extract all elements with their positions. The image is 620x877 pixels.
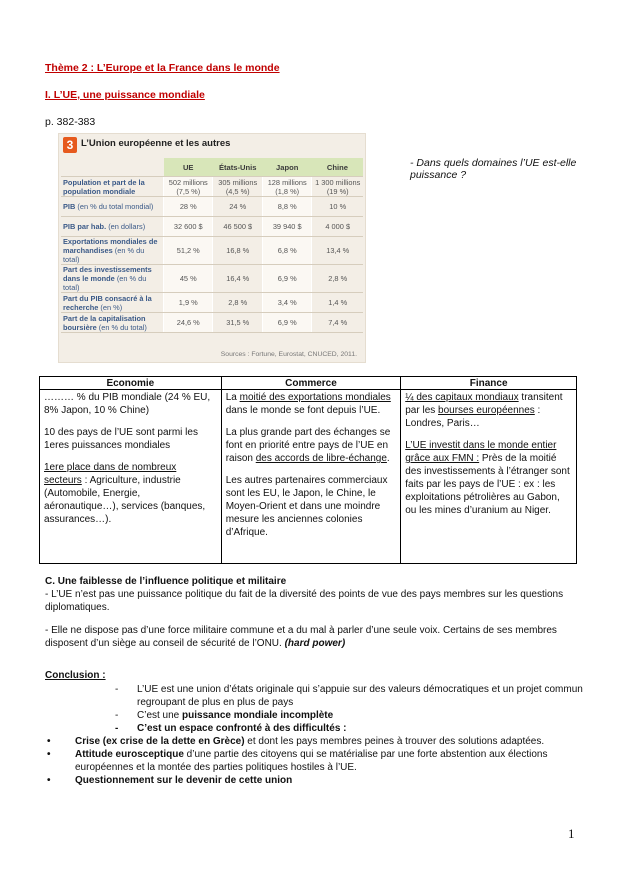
row-unit: (en % du total) xyxy=(63,274,147,292)
question-text: - Dans quels domaines l’UE est-elle puissance ? xyxy=(410,157,577,181)
dash-marker: - xyxy=(115,723,119,734)
section-title: I. L’UE, une puissance mondiale xyxy=(45,89,205,101)
value-cell: 31,5 % xyxy=(213,313,262,333)
conclusion-bullet-list xyxy=(47,735,585,787)
text-span: C’est une xyxy=(137,710,183,721)
value-cell: 16,8 % xyxy=(213,237,262,265)
figure-source: Sources : Fortune, Eurostat, CNUCED, 2011. xyxy=(220,351,357,358)
value-cell: 6,8 % xyxy=(262,237,311,265)
cell-commerce xyxy=(221,390,401,564)
value-cell: 45 % xyxy=(164,265,213,293)
summary-table xyxy=(39,376,577,564)
text-span: Attitude eurosceptique xyxy=(75,749,184,760)
finance-capital-underlined: ¼ des capitaux mondiaux xyxy=(405,392,519,403)
bullet-marker: • xyxy=(47,736,51,747)
commerce-agreements-underlined: des accords de libre-échange xyxy=(255,453,387,464)
text-span: Près de la moitié des investissements à l’étranger sont faits par les pays de l’UE : ex : les exploitations pétrolières au Gabon, ou les mines d’uranium au Niger. xyxy=(405,453,570,516)
cell-economie xyxy=(40,390,222,564)
value-cell: 1 300 millions (19 %) xyxy=(312,177,363,197)
col-header: UE xyxy=(164,158,213,177)
value-cell: 8,8 % xyxy=(262,197,311,217)
value-cell: 2,8 % xyxy=(213,293,262,313)
row-unit: (en % du total) xyxy=(63,246,145,264)
row-label-text: Part du PIB consacré à la recherche xyxy=(63,293,152,312)
value-cell: 51,2 % xyxy=(164,237,213,265)
value-cell: 128 millions (1,8 %) xyxy=(262,177,311,197)
figure-number-badge: 3 xyxy=(63,137,77,153)
list-item xyxy=(115,709,585,722)
value-cell: 1,9 % xyxy=(164,293,213,313)
list-item xyxy=(47,774,585,787)
commerce-exports-text xyxy=(226,391,397,417)
row-unit: (en dollars) xyxy=(108,222,146,231)
table-row xyxy=(61,265,363,293)
row-label xyxy=(61,237,164,265)
list-item xyxy=(47,735,585,748)
list-item xyxy=(47,748,585,774)
text-span: dans le monde se font depuis l’UE. xyxy=(225,405,381,416)
row-unit: (en %) xyxy=(100,302,123,312)
value-cell: 24,6 % xyxy=(164,313,213,333)
value-cell: 3,4 % xyxy=(262,293,311,313)
value-cell: 24 % xyxy=(213,197,262,217)
text-span: La xyxy=(225,392,240,403)
text-span: : Londres, Paris… xyxy=(405,405,541,429)
value-cell: 10 % xyxy=(312,197,363,217)
row-label xyxy=(61,265,164,293)
text-span: Questionnement sur le devenir de cette union xyxy=(75,775,293,786)
table-row xyxy=(61,313,363,333)
col-header: Chine xyxy=(312,158,363,177)
text-span: . xyxy=(386,453,390,464)
row-unit: (en % du total mondial) xyxy=(77,202,154,211)
text-span: d’une partie des citoyens qui se matérialise par une forte abstention aux élections européennes et la montée des parties politiques hostiles à l’UE. xyxy=(75,749,548,773)
hard-power-note: (hard power) xyxy=(284,638,346,649)
commerce-exports-underlined: moitié des exportations mondiales xyxy=(239,392,391,403)
col-header: Japon xyxy=(262,158,311,177)
row-label-text: PIB par hab. xyxy=(63,222,107,231)
page-number: 1 xyxy=(568,826,575,841)
row-label-text: PIB xyxy=(63,202,76,211)
section-c-para2 xyxy=(45,624,585,650)
economie-powers-text: 10 des pays de l’UE sont parmi les 1eres puissances mondiales xyxy=(44,427,198,451)
value-cell: 7,4 % xyxy=(312,313,363,333)
table-row xyxy=(61,217,363,237)
text-span: transitent par les xyxy=(405,392,563,416)
row-unit: (en % du total) xyxy=(98,322,147,332)
economie-sectors-rest: : Agriculture, industrie (Automobile, Energie, aéronautique…), services (banques, assurances…). xyxy=(44,475,206,525)
table-row xyxy=(61,197,363,217)
value-cell: 32 600 $ xyxy=(164,217,213,237)
section-c-para1: - L’UE n’est pas une puissance politique du fait de la diversité des points de vue des pays membres sur les questions diplomatiques. xyxy=(45,589,564,613)
conclusion-title: Conclusion : xyxy=(45,670,106,681)
corner-cell xyxy=(61,158,164,177)
value-cell: 2,8 % xyxy=(312,265,363,293)
value-cell: 13,4 % xyxy=(312,237,363,265)
figure-title: L’Union européenne et les autres xyxy=(81,138,231,149)
finance-fmn-underlined: L’UE investit dans le monde entier grâce aux FMN : xyxy=(405,440,557,464)
value-cell: 46 500 $ xyxy=(213,217,262,237)
table-row xyxy=(61,177,363,197)
value-cell: 6,9 % xyxy=(262,265,311,293)
value-cell: 1,4 % xyxy=(312,293,363,313)
economie-sectors-underlined: 1ere place dans de nombreux secteurs xyxy=(44,462,177,486)
row-label-text: Population et part de la population mondiale xyxy=(63,177,145,196)
value-cell: 305 millions (4,5 %) xyxy=(213,177,262,197)
bullet-marker: • xyxy=(47,749,51,760)
value-cell: 6,9 % xyxy=(262,313,311,333)
commerce-exchanges-text xyxy=(226,426,397,465)
table-row xyxy=(61,293,363,313)
conclusion-dash-list xyxy=(115,683,585,735)
finance-bourses-underlined: bourses européennes xyxy=(438,405,535,416)
header-commerce: Commerce xyxy=(221,377,401,390)
value-cell: 28 % xyxy=(164,197,213,217)
theme-title: Thème 2 : L’Europe et la France dans le monde xyxy=(45,62,280,74)
row-label xyxy=(61,197,164,217)
text-span: - Elle ne dispose pas d’une force militaire commune et a du mal à parler d’une seule voix. Certains de ses membres disposent d’un siège au conseil de sécurité de l’ONU. xyxy=(45,625,557,649)
value-cell: 4 000 $ xyxy=(312,217,363,237)
value-cell: 39 940 $ xyxy=(262,217,311,237)
commerce-partners-text: Les autres partenaires commerciaux sont les EU, le Japon, le Chine, le Moyen-Orient et dans une moindre mesure les anciennes colonies d’Afrique. xyxy=(225,475,388,538)
list-item xyxy=(115,722,585,735)
section-c xyxy=(45,575,585,650)
section-c-title: C. Une faiblesse de l’influence politique et militaire xyxy=(45,576,287,587)
text-span: La plus grande part des échanges se font en priorité entre pays de l’UE en raison xyxy=(225,427,391,464)
col-header: États-Unis xyxy=(213,158,262,177)
page-reference: p. 382-383 xyxy=(45,116,96,128)
text-span: L’UE est une union d’états originale qui s’appuie sur des valeurs démocratiques et un projet commun regroupant de plus en plus de pays xyxy=(137,684,583,708)
header-economie: Economie xyxy=(40,377,222,390)
dash-marker: - xyxy=(115,684,119,695)
row-label xyxy=(61,217,164,237)
header-finance: Finance xyxy=(401,377,577,390)
figure-header xyxy=(59,134,365,156)
text-span: Crise (ex crise de la dette en Grèce) xyxy=(75,736,245,747)
textbook-figure xyxy=(58,133,366,363)
conclusion xyxy=(45,669,585,787)
row-label-text: Part de la capitalisation boursière xyxy=(63,313,146,332)
row-label xyxy=(61,177,164,197)
row-label xyxy=(61,293,164,313)
text-span: et dont les pays membres peines à trouver des solutions adaptées. xyxy=(244,736,545,747)
finance-investment-text xyxy=(405,439,572,517)
table-row xyxy=(61,237,363,265)
row-label xyxy=(61,313,164,333)
economie-sectors-text xyxy=(44,461,217,526)
text-span: C’est un espace confronté à des difficultés : xyxy=(137,723,347,734)
dash-marker: - xyxy=(115,710,119,721)
value-cell: 16,4 % xyxy=(213,265,262,293)
list-item xyxy=(115,683,585,709)
row-label-text: Exportations mondiales de marchandises xyxy=(63,237,158,255)
comparison-table xyxy=(61,158,363,333)
value-cell: 502 millions (7,5 %) xyxy=(164,177,213,197)
row-label-text: Part des investissements dans le monde xyxy=(63,265,152,283)
finance-capital-text xyxy=(405,391,572,430)
bullet-marker: • xyxy=(47,775,51,786)
incomplete-power-text: puissance mondiale incomplète xyxy=(182,710,334,721)
cell-finance xyxy=(401,390,577,564)
economie-gdp-text: ……… % du PIB mondiale (24 % EU, 8% Japon, 10 % Chine) xyxy=(44,392,211,416)
